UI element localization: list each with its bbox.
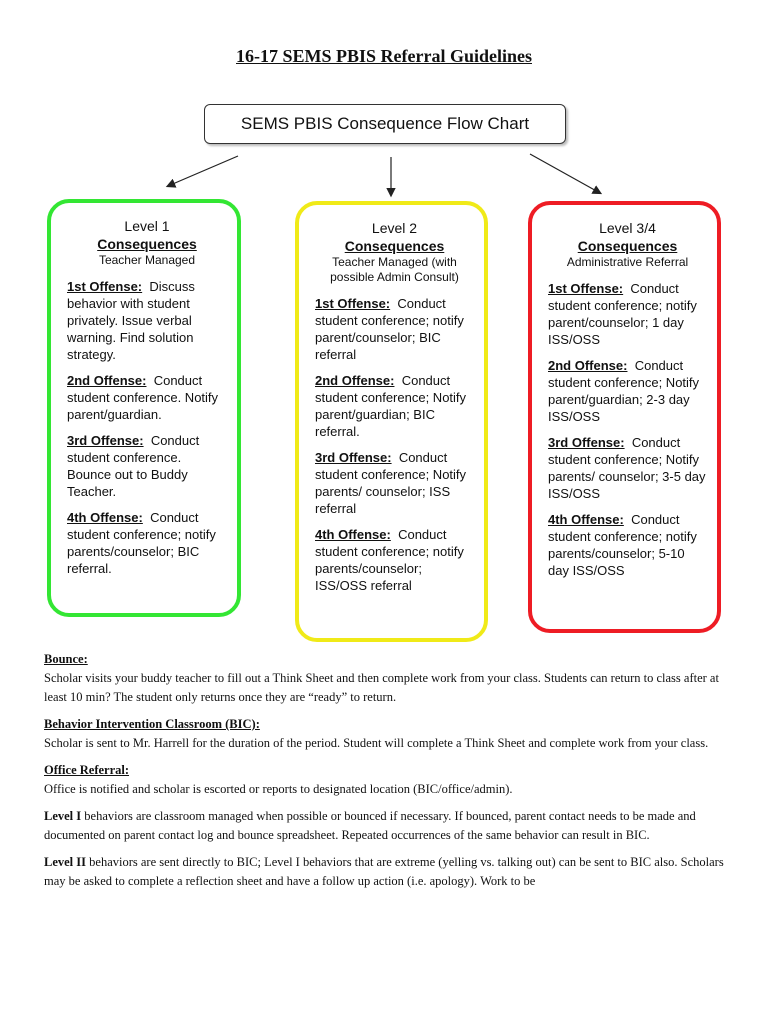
level-2-offense-4: 4th Offense: Conduct student conference; notify parents/counselor; ISS/OSS referral [315, 527, 464, 593]
level-1-manager: Teacher Managed [98, 253, 196, 267]
level-2-offense-1: 1st Offense: Conduct student conference; notify parent/counselor; BIC referral [315, 296, 464, 362]
level-2-note-text: behaviors are sent directly to BIC; Level I behaviors that are extreme (yelling vs. talking out) can be sent to BIC also. Scholars may be asked to complete a reflection sheet and have a follow up action (i.e. apology). Work to be [44, 855, 724, 888]
level-1-offense-1: 1st Offense: Discuss behavior with student privately. Issue verbal warning. Find solution strategy. [67, 279, 195, 362]
level-1-note [44, 807, 734, 845]
level-1-note-text: behaviors are classroom managed when possible or bounced if necessary. If bounced, parent contact needs to be made and documented on parent contact log and bounce spreadsheet. Repeated occurrences of the same behavior can result in BIC. [44, 809, 696, 842]
flow-arrows [0, 0, 768, 210]
level-2-title: Level 2 [371, 220, 418, 236]
level-2-box [295, 201, 488, 642]
definitions-section [44, 650, 734, 899]
level-1-box [47, 199, 241, 617]
level-1-consequences: Consequences [97, 236, 197, 252]
bic-text: Scholar is sent to Mr. Harrell for the duration of the period. Student will complete a Think Sheet and complete work from your class. [44, 736, 709, 750]
level-3-4-title: Level 3/4 [599, 220, 656, 236]
arrow-level3 [530, 154, 600, 193]
bounce-definition [44, 650, 734, 707]
level-3-4-offense-2: 2nd Offense: Conduct student conference; Notify parent/guardian; 2-3 day ISS/OSS [548, 358, 700, 424]
level-2-offense-2: 2nd Offense: Conduct student conference; Notify parent/guardian; BIC referral. [315, 373, 467, 439]
bic-definition [44, 715, 734, 753]
level-2-manager: Teacher Managed (with possible Admin Consult) [330, 255, 459, 284]
office-referral-definition [44, 761, 734, 799]
level-1-note-label: Level I [44, 809, 82, 823]
document-title: 16-17 SEMS PBIS Referral Guidelines [236, 46, 532, 66]
office-heading: Office Referral: [44, 763, 130, 777]
level-3-4-offense-3: 3rd Offense: Conduct student conference; Notify parents/ counselor; 3-5 day ISS/OSS [548, 435, 706, 501]
bounce-text: Scholar visits your buddy teacher to fill out a Think Sheet and then complete work from your class. Students can return to class after at least 10 min? The student only returns once they are “ready” to return. [44, 671, 719, 704]
arrow-level1 [168, 156, 238, 186]
level-2-note-label: Level II [44, 855, 87, 869]
level-3-4-consequences: Consequences [577, 238, 678, 254]
level-1-offense-4: 4th Offense: Conduct student conference; notify parents/counselor; BIC referral. [67, 510, 216, 576]
level-2-offense-3: 3rd Offense: Conduct student conference; Notify parents/ counselor; ISS referral [315, 450, 467, 516]
bic-heading: Behavior Intervention Classroom (BIC): [44, 717, 260, 731]
bounce-heading: Bounce: [44, 652, 88, 666]
level-1-offense-3: 3rd Offense: Conduct student conference. Bounce out to Buddy Teacher. [67, 433, 200, 499]
level-1-title: Level 1 [124, 218, 170, 234]
flow-chart-title: SEMS PBIS Consequence Flow Chart [204, 104, 566, 144]
level-3-4-offense-4: 4th Offense: Conduct student conference; notify parents/counselor; 5-10 day ISS/OSS [548, 512, 697, 578]
level-2-consequences: Consequences [344, 238, 445, 254]
office-text: Office is notified and scholar is escorted or reports to designated location (BIC/office/admin). [44, 782, 513, 796]
level-3-4-manager: Administrative Referral [566, 255, 689, 269]
level-2-note [44, 853, 734, 891]
level-3-4-offense-1: 1st Offense: Conduct student conference; notify parent/counselor; 1 day ISS/OSS [548, 281, 697, 347]
level-3-4-box [528, 201, 721, 633]
level-1-offense-2: 2nd Offense: Conduct student conference. Notify parent/guardian. [67, 373, 219, 422]
